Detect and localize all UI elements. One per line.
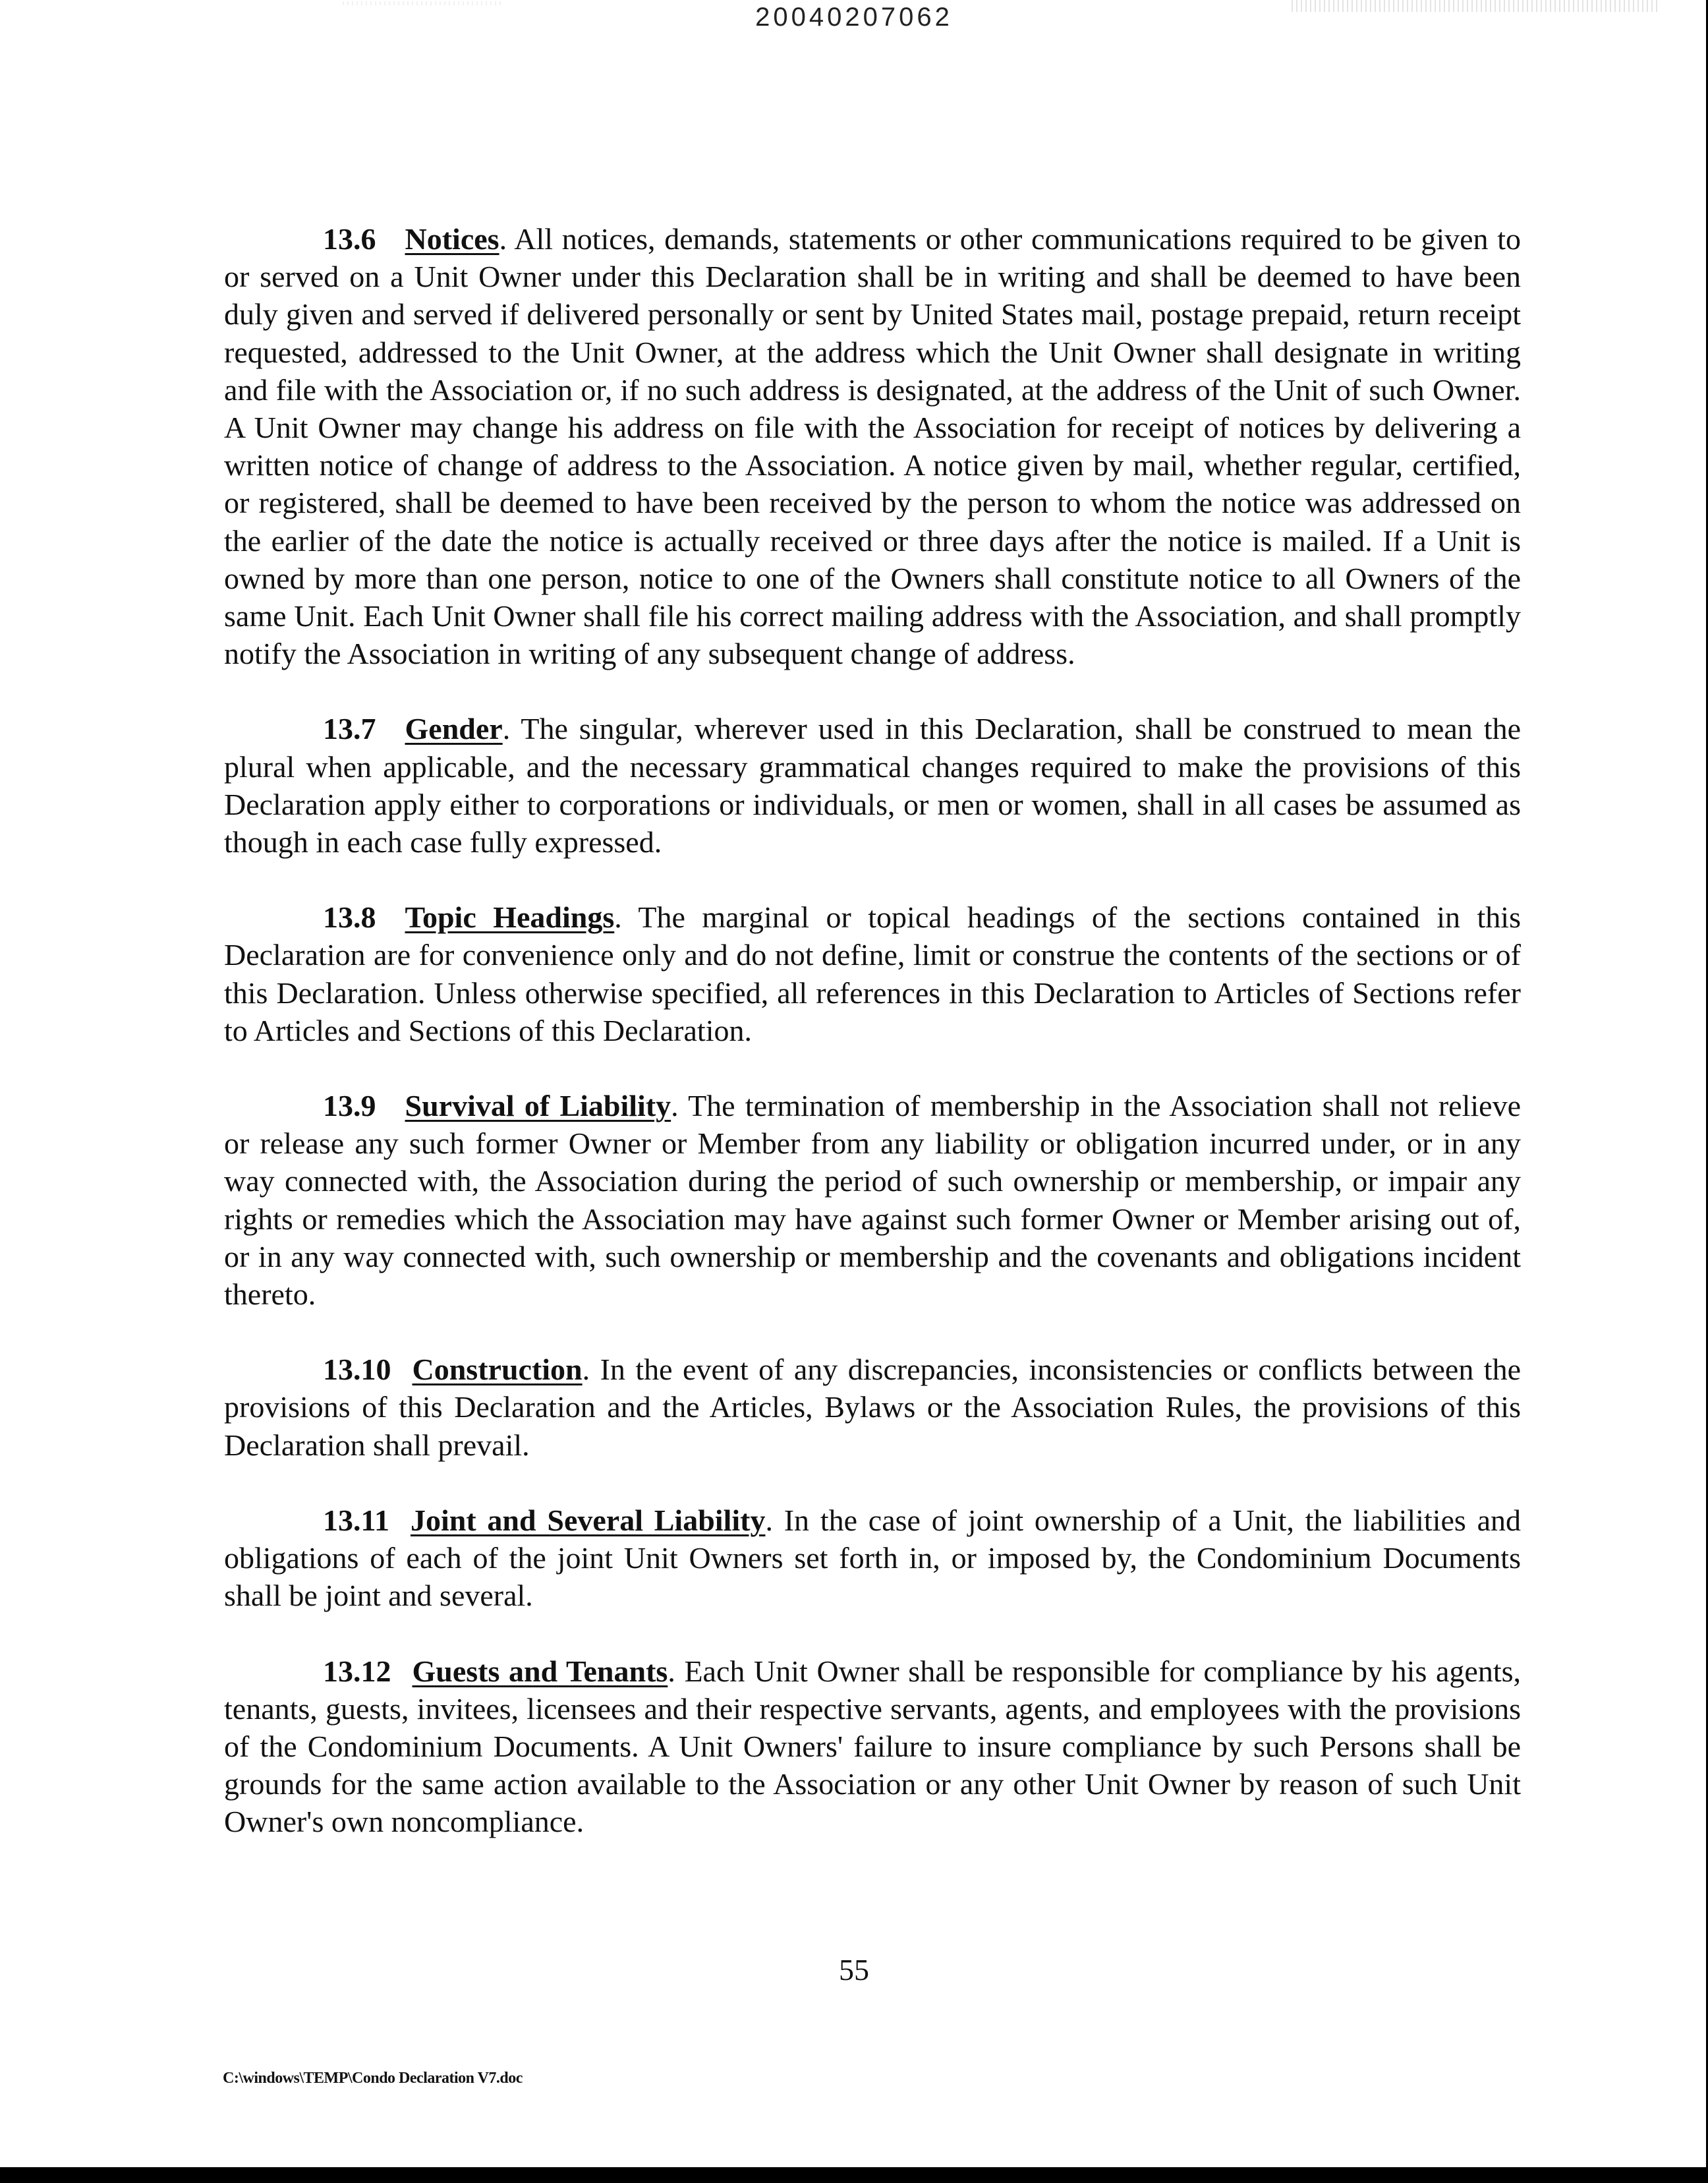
section-text: . In the event of any discrepancies, inconsistencies or conflicts between the provisions of this Declaration and the Articles, Bylaws or the Association Rules, the provisions of this Declaration shall prevail.	[224, 1353, 1521, 1462]
section-paragraph	[224, 898, 1521, 1049]
section-paragraph	[224, 1087, 1521, 1313]
section-text: . The marginal or topical headings of the sections contained in this Declaration are for convenience only and do not define, limit or construe the contents of the sections or of this Declaration. Unless otherwise specified, all references in this Declaration to Articles of Sections refer to Articles and Sections of this Declaration.	[224, 900, 1521, 1047]
document-body	[224, 220, 1521, 1878]
section-number: 13.7	[323, 712, 376, 746]
scan-id: 20040207062	[755, 3, 953, 32]
section-paragraph	[224, 1351, 1521, 1464]
section-text: . All notices, demands, statements or other communications required to be given to or served on a Unit Owner under this Declaration shall be in writing and shall be deemed to have been duly given and served if delivered personally or sent by United States mail, postage prepaid, return receipt requested, addressed to the Unit Owner, at the address which the Unit Owner shall designate in writing and file with the Association or, if no such address is designated, at the address of the Unit of such Owner. A Unit Owner may change his address on file with the Association for receipt of notices by delivering a written notice of change of address to the Association. A notice given by mail, whether regular, certified, or registered, shall be deemed to have been received by the person to whom the notice was addressed on the earlier of the date the notice is actually received or three days after the notice is mailed. If a Unit is owned by more than one person, notice to one of the Owners shall constitute notice to all Owners of the same Unit. Each Unit Owner shall file his correct mailing address with the Association, and shall promptly notify the Association in writing of any subsequent change of address.	[224, 222, 1521, 671]
file-path: C:\windows\TEMP\Condo Declaration V7.doc	[223, 2070, 523, 2087]
section-paragraph	[224, 1652, 1521, 1841]
section-title: Survival of Liability	[405, 1089, 671, 1123]
section-number: 13.8	[323, 900, 376, 935]
section-text: . The singular, wherever used in this Declaration, shall be construed to mean the plural when applicable, and the necessary grammatical changes required to make the provisions of this Declaration apply either to corporations or individuals, or men or women, shall in all cases be assumed as though in each case fully expressed.	[224, 712, 1521, 859]
section-text: . In the case of joint ownership of a Unit, the liabilities and obligations of each of the joint Unit Owners set forth in, or imposed by, the Condominium Documents shall be joint and several.	[224, 1503, 1521, 1613]
section-number: 13.9	[323, 1089, 376, 1123]
section-number: 13.12	[323, 1654, 391, 1688]
section-number: 13.10	[323, 1353, 391, 1387]
section-number: 13.11	[323, 1503, 389, 1537]
scan-border-bottom	[0, 2167, 1708, 2183]
section-title: Topic Headings	[405, 900, 615, 935]
section-paragraph	[224, 220, 1521, 672]
section-paragraph	[224, 1501, 1521, 1615]
section-text: . The termination of membership in the Association shall not relieve or release any such former Owner or Member from any liability or obligation incurred under, or in any way connected with, the Association during the period of such ownership or membership, or impair any rights or remedies which the Association may have against such former Owner or Member arising out of, or in any way connected with, such ownership or membership and the covenants and obligations incident thereto.	[224, 1089, 1521, 1312]
page-number: 55	[839, 1953, 869, 1987]
section-text: . Each Unit Owner shall be responsible for compliance by his agents, tenants, guests, invitees, licensees and their respective servants, agents, and employees with the provisions of the Condominium Documents. A Unit Owners' failure to insure compliance by such Persons shall be grounds for the same action available to the Association or any other Unit Owner by reason of such Unit Owner's own noncompliance.	[224, 1654, 1522, 1839]
section-title: Notices	[405, 222, 499, 256]
section-title: Guests and Tenants	[412, 1654, 668, 1688]
section-title: Gender	[405, 712, 503, 746]
section-title: Joint and Several Liability	[410, 1503, 766, 1537]
section-title: Construction	[412, 1353, 583, 1387]
section-paragraph	[224, 710, 1521, 861]
section-number: 13.6	[323, 222, 376, 256]
